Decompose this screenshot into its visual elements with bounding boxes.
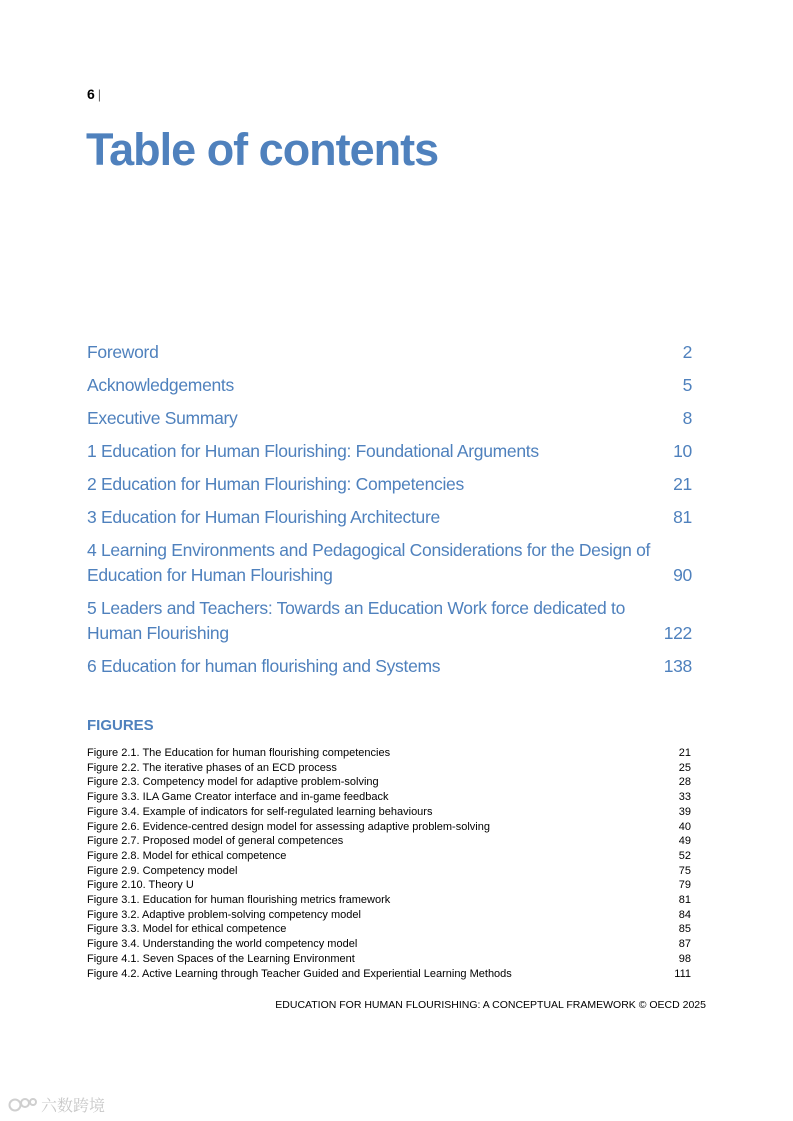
figure-entry-page: 52 — [678, 849, 691, 862]
toc-entry[interactable] — [87, 406, 692, 431]
figure-entry-label: Figure 3.3. Model for ethical competence — [87, 923, 287, 936]
toc-entry[interactable] — [87, 373, 692, 398]
figure-entry[interactable] — [87, 849, 692, 864]
watermark — [8, 1093, 105, 1116]
figure-entry-label: Figure 3.2. Adaptive problem-solving competency model — [87, 908, 361, 921]
figure-entry-label: Figure 2.6. Evidence-centred design model for assessing adaptive problem-solving — [87, 820, 490, 833]
figure-entry-page: 21 — [678, 747, 691, 759]
figure-entry-page: 87 — [678, 938, 691, 951]
page-footer: EDUCATION FOR HUMAN FLOURISHING: A CONCEPTUAL FRAMEWORK © OECD 2025 — [275, 999, 706, 1011]
figure-entry-label: Figure 2.2. The iterative phases of an ECD process — [87, 761, 337, 774]
page-number-header — [87, 85, 101, 104]
toc-entry[interactable] — [87, 505, 692, 530]
page-title: Table of contents — [86, 124, 439, 175]
figure-entry[interactable] — [87, 922, 692, 937]
figure-entry-label: Figure 3.4. Understanding the world competency model — [87, 938, 358, 951]
figure-entry[interactable] — [87, 878, 692, 893]
figure-entry-label: Figure 4.1. Seven Spaces of the Learning Environment — [87, 952, 355, 965]
figure-entry[interactable] — [87, 952, 692, 967]
toc-entry[interactable] — [87, 340, 692, 365]
header-separator: | — [97, 87, 102, 102]
toc-entry-label: 3 Education for Human Flourishing Architecture — [87, 507, 440, 527]
toc-entry-label: 2 Education for Human Flourishing: Competencies — [87, 474, 464, 494]
toc-entry-page: 5 — [682, 375, 692, 395]
figure-entry-label: Figure 2.1. The Education for human flourishing competencies — [87, 747, 391, 759]
figure-entry-page: 33 — [678, 791, 691, 804]
figure-entry-page: 40 — [678, 820, 691, 833]
toc-entry-page: 8 — [682, 408, 692, 428]
figure-entry-label: Figure 2.7. Proposed model of general competences — [87, 835, 344, 848]
figure-entry-page: 39 — [678, 805, 691, 818]
figure-entry[interactable] — [87, 805, 692, 820]
toc-entry-label: Foreword — [87, 342, 159, 362]
page-number: 6 — [87, 86, 95, 102]
toc-entry[interactable] — [87, 538, 692, 588]
toc-entry-page: 10 — [673, 441, 692, 461]
figure-entry[interactable] — [87, 820, 692, 835]
toc-entry-page: 2 — [682, 342, 692, 362]
figure-entry-label: Figure 3.3. ILA Game Creator interface and in-game feedback — [87, 791, 389, 804]
figure-entry-label: Figure 2.8. Model for ethical competence — [87, 849, 287, 862]
figure-entry-page: 111 — [674, 967, 691, 980]
toc-entry-page: 90 — [673, 565, 692, 585]
figure-entry-label: Figure 2.3. Competency model for adaptive problem-solving — [87, 776, 379, 789]
watermark-logo-icon — [8, 1096, 38, 1114]
figure-entry-page: 79 — [678, 879, 691, 892]
figure-entry-page: 85 — [678, 923, 691, 936]
toc-entry-label: Acknowledgements — [87, 375, 234, 395]
figures-heading: FIGURES — [87, 717, 154, 734]
toc-entry[interactable] — [87, 596, 692, 646]
toc-entry-label: 1 Education for Human Flourishing: Foundational Arguments — [87, 441, 539, 461]
figure-entry-label: Figure 2.10. Theory U — [87, 879, 194, 892]
figure-entry-page: 84 — [678, 908, 691, 921]
figure-entry-page: 49 — [678, 835, 691, 848]
figure-entry[interactable] — [87, 908, 692, 923]
toc-entry-page: 21 — [673, 474, 692, 494]
figure-entry-page: 25 — [678, 761, 691, 774]
figure-entry-page: 75 — [678, 864, 691, 877]
figure-entry[interactable] — [87, 834, 692, 849]
figures-list — [87, 716, 692, 981]
toc-entry-page: 138 — [663, 656, 692, 676]
toc-entry[interactable] — [87, 472, 692, 497]
watermark-text: 六数跨境 — [41, 1098, 106, 1115]
toc-entry[interactable] — [87, 654, 692, 679]
figure-entry[interactable] — [87, 864, 692, 879]
figure-rows — [87, 746, 692, 981]
figure-entry-label: Figure 3.1. Education for human flourishing metrics framework — [87, 894, 391, 907]
toc-entry-label: 6 Education for human flourishing and Systems — [87, 656, 441, 676]
figure-entry-page: 81 — [678, 894, 691, 907]
table-of-contents — [87, 340, 692, 679]
toc-entry[interactable] — [87, 439, 692, 464]
figure-entry[interactable] — [87, 775, 692, 790]
figure-entry-page: 98 — [678, 952, 691, 965]
figure-entry[interactable] — [87, 937, 692, 952]
toc-entry-page: 81 — [673, 507, 692, 527]
figure-entry[interactable] — [87, 761, 692, 776]
figure-entry-label: Figure 4.2. Active Learning through Teacher Guided and Experiential Learning Methods — [87, 967, 512, 980]
figure-entry[interactable] — [87, 746, 692, 761]
figure-entry-label: Figure 2.9. Competency model — [87, 864, 238, 877]
toc-entry-label: Executive Summary — [87, 408, 238, 428]
figure-entry[interactable] — [87, 790, 692, 805]
figure-entry-page: 28 — [678, 776, 691, 789]
figure-entry[interactable] — [87, 967, 692, 982]
toc-entry-label: 5 Leaders and Teachers: Towards an Education Work force dedicated to Human Flourishing — [87, 598, 626, 643]
figure-entry-label: Figure 3.4. Example of indicators for self-regulated learning behaviours — [87, 805, 433, 818]
toc-entry-label: 4 Learning Environments and Pedagogical Considerations for the Design of Education for Human Flourishing — [87, 540, 651, 585]
figure-entry[interactable] — [87, 893, 692, 908]
toc-entry-page: 122 — [663, 623, 692, 643]
